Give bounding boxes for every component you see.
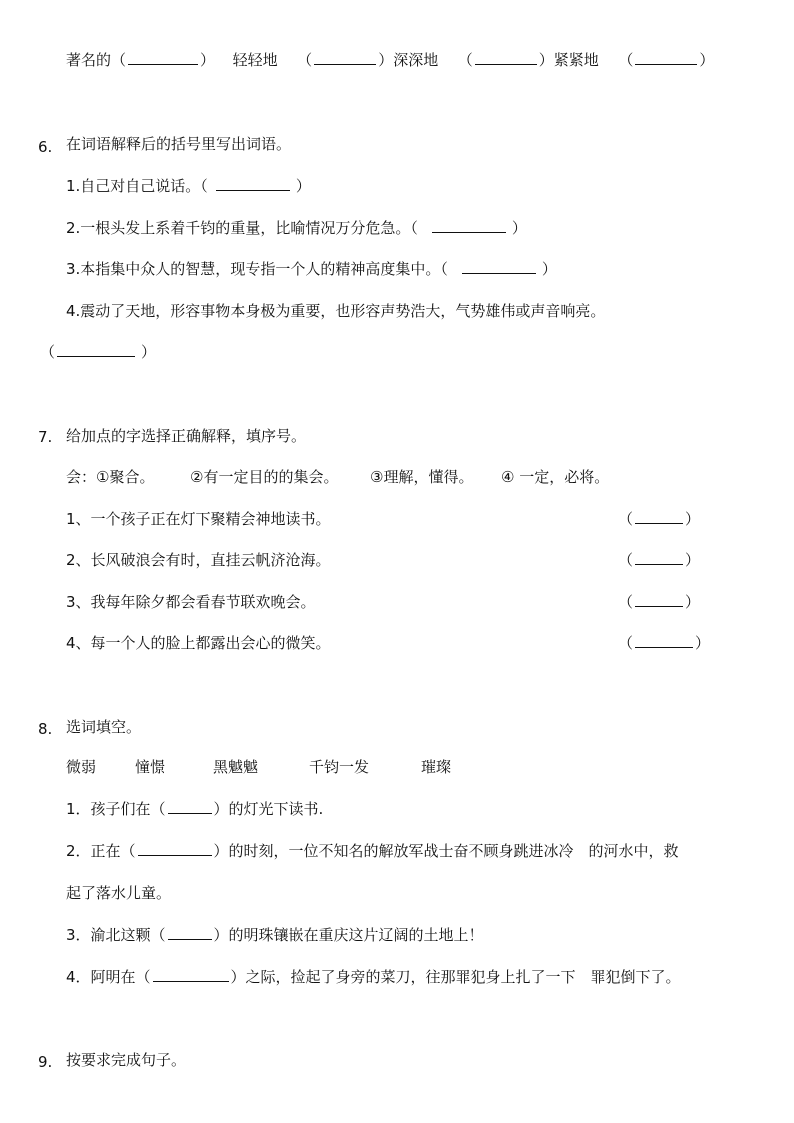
paren: ） [685, 510, 701, 528]
paren: ） [685, 551, 701, 569]
top-row-text: ）紧紧地 [538, 51, 599, 69]
q7-answer [618, 509, 700, 529]
q7-item: 3、我每年除夕都会看春节联欢晚会。 [66, 593, 316, 611]
top-row-text: （ [297, 51, 313, 69]
word-bank-item: 璀璨 [421, 758, 452, 776]
sentence-text: ）之际，捡起了身旁的菜刀，往那罪犯身上扎了一下 罪犯倒下了。 [230, 968, 681, 986]
item-text: ） [541, 260, 557, 278]
q7-item: 1、一个孩子正在灯下聚精会神地读书。 [66, 510, 331, 528]
q6-item [66, 259, 557, 279]
top-row-text: 轻轻地 [232, 51, 278, 69]
item-text: 3.本指集中众人的智慧，现专指一个人的精神高度集中。（ [66, 260, 448, 278]
answer-blank[interactable] [635, 592, 683, 607]
q8-sentence [66, 925, 484, 945]
q6-wrap-blank [40, 342, 156, 362]
meaning: ②有一定目的的集会。 [190, 468, 339, 486]
top-row-text: （ [457, 51, 473, 69]
item-text: 2.一根头发上系着千钧的重量，比喻情况万分危急。（ [66, 219, 418, 237]
answer-blank[interactable] [138, 841, 212, 856]
answer-blank[interactable] [57, 342, 135, 357]
question-number: 6. [38, 138, 53, 156]
paren: （ [618, 593, 634, 611]
q7-answer [618, 550, 700, 570]
meaning: ④ 一定，必将。 [501, 468, 610, 486]
answer-blank[interactable] [635, 550, 683, 565]
sentence-text: ）的明珠镶嵌在重庆这片辽阔的土地上！ [213, 926, 484, 944]
answer-blank[interactable] [168, 925, 212, 940]
top-row-text: 著名的（ [66, 51, 127, 69]
top-row-text: （ [618, 51, 634, 69]
question-number: 8. [38, 720, 53, 738]
q6-item: 4.震动了天地，形容事物本身极为重要，也形容声势浩大，气势雄伟或声音响亮。 [66, 302, 606, 320]
sentence-text: ）的时刻，一位不知名的解放军战士奋不顾身跳进冰冷 的河水中，救 [213, 842, 679, 860]
q8-sentence [66, 841, 679, 861]
question-title: 给加点的字选择正确解释，填序号。 [66, 427, 307, 445]
question-number: 7. [38, 428, 53, 446]
meaning: ③理解，懂得。 [370, 468, 474, 486]
answer-blank[interactable] [128, 50, 198, 65]
top-row-text: ） [200, 51, 216, 69]
word-bank-item: 黑魆魆 [213, 758, 259, 776]
q6-item [66, 176, 311, 196]
answer-blank[interactable] [153, 967, 229, 982]
answer-blank[interactable] [168, 799, 212, 814]
paren: （ [618, 551, 634, 569]
answer-blank[interactable] [216, 176, 290, 191]
sentence-text: ）的灯光下读书. [213, 800, 324, 818]
q8-sentence-cont: 起了落水儿童。 [66, 884, 172, 902]
item-text: 1.自己对自己说话。（ [66, 177, 208, 195]
answer-blank[interactable] [635, 509, 683, 524]
answer-blank[interactable] [635, 50, 697, 65]
sentence-text: 4．阿明在（ [66, 968, 151, 986]
sentence-text: 2．正在（ [66, 842, 136, 860]
word-bank-item: 千钧一发 [309, 758, 370, 776]
q7-item: 4、每一个人的脸上都露出会心的微笑。 [66, 634, 331, 652]
paren: ） [685, 593, 701, 611]
q7-item: 2、长风破浪会有时，直挂云帆济沧海。 [66, 551, 331, 569]
top-row-text: ） [699, 51, 715, 69]
q7-answer [618, 592, 700, 612]
q6-item [66, 218, 527, 238]
answer-blank[interactable] [462, 259, 536, 274]
question-number: 9. [38, 1053, 53, 1071]
question-title: 在词语解释后的括号里写出词语。 [66, 135, 292, 153]
word-bank-item: 微弱 [66, 758, 97, 776]
item-text: ） [295, 177, 311, 195]
q8-sentence [66, 967, 681, 987]
sentence-text: 3．渝北这颗（ [66, 926, 166, 944]
item-text: （ [40, 343, 56, 361]
answer-blank[interactable] [314, 50, 376, 65]
sentence-text: 1．孩子们在（ [66, 800, 166, 818]
paren: （ [618, 510, 634, 528]
q8-sentence [66, 799, 323, 819]
paren: ） [695, 634, 711, 652]
q7-answer [618, 633, 710, 653]
answer-blank[interactable] [635, 633, 693, 648]
meanings-row [66, 467, 609, 487]
paren: （ [618, 634, 634, 652]
question-title: 选词填空。 [66, 718, 142, 736]
question-title: 按要求完成句子。 [66, 1051, 187, 1069]
answer-blank[interactable] [475, 50, 537, 65]
meaning: 会：①聚合。 [66, 468, 155, 486]
top-row-text: ）深深地 [378, 51, 439, 69]
item-text: ） [141, 343, 157, 361]
item-text: ） [511, 219, 527, 237]
word-bank-item: 憧憬 [135, 758, 166, 776]
answer-blank[interactable] [432, 218, 506, 233]
top-row [66, 50, 714, 70]
